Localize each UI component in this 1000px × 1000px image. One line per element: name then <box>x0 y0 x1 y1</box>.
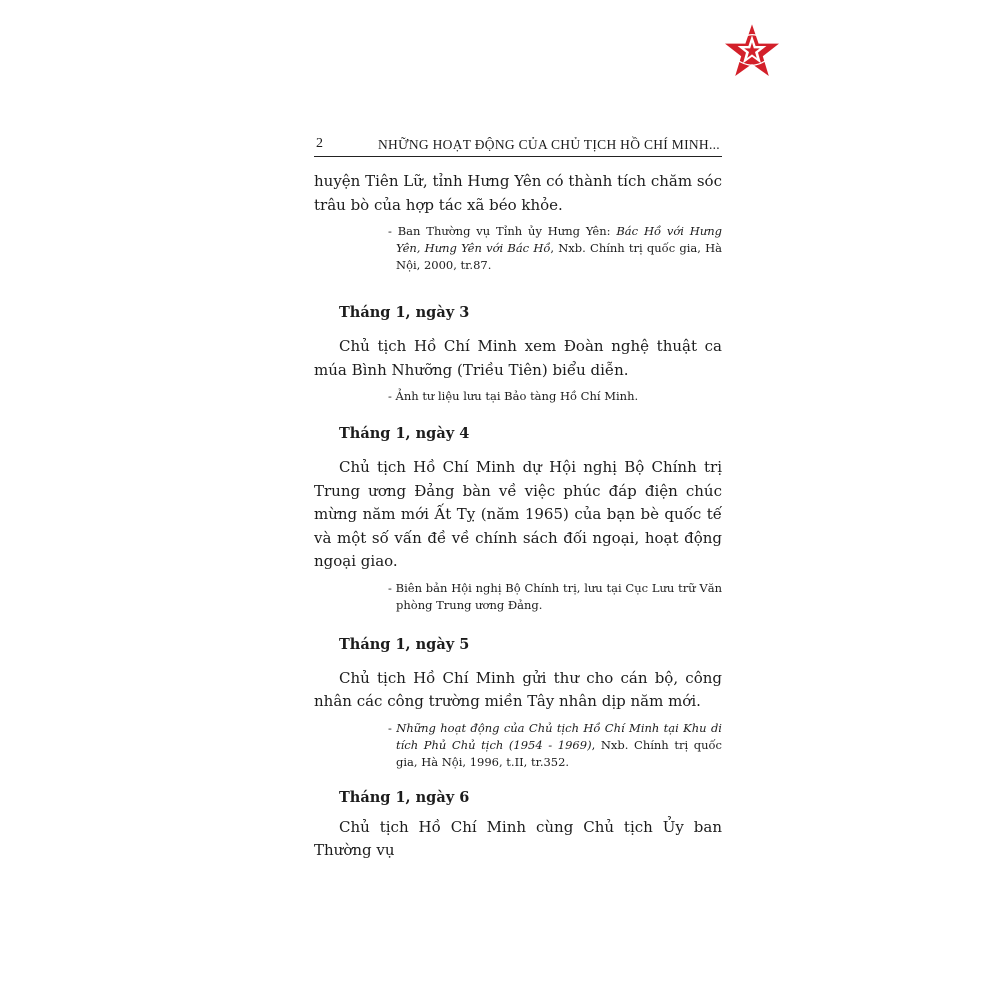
date-heading-day6: Tháng 1, ngày 6 <box>339 788 470 806</box>
entry-day6: Chủ tịch Hồ Chí Minh cùng Chủ tịch Ủy ban Thường vụ <box>314 817 722 859</box>
running-header <box>314 134 722 157</box>
intro-source: - Ban Thường vụ Tỉnh ủy Hưng Yên: Bác Hồ với Hưng Yên, Hưng Yên với Bác Hồ, Nxb. Chính trị quốc gia, Hà Nội, 2000, tr.87. <box>388 224 722 272</box>
entry-day5: Chủ tịch Hồ Chí Minh gửi thư cho cán bộ, công nhân các công trường miền Tây nhân dịp năm mới. <box>314 668 722 710</box>
source-day4: - Biên bản Hội nghị Bộ Chính trị, lưu tại Cục Lưu trữ Văn phòng Trung ương Đảng. <box>388 580 722 612</box>
date-heading-day4: Tháng 1, ngày 4 <box>339 425 470 442</box>
source-day5: - Những hoạt động của Chủ tịch Hồ Chí Minh tại Khu di tích Phủ Chủ tịch (1954 - 1969), Nxb. Chính trị quốc gia, Hà Nội, 1996, t.II, tr.352. <box>388 720 722 769</box>
date-heading-day3: Tháng 1, ngày 3 <box>339 304 470 321</box>
source-day3: - Ảnh tư liệu lưu tại Bảo tàng Hồ Chí Minh. <box>388 389 639 403</box>
running-title: NHỮNG HOẠT ĐỘNG CỦA CHỦ TỊCH HỒ CHÍ MINH... <box>377 137 720 152</box>
page-content <box>314 170 722 863</box>
entry-day3: Chủ tịch Hồ Chí Minh xem Đoàn nghệ thuật ca múa Bình Nhưỡng (Triều Tiên) biểu diễn. <box>314 337 722 379</box>
publisher-star-logo-icon <box>722 22 782 82</box>
page-number: 2 <box>316 136 323 151</box>
entry-day4: Chủ tịch Hồ Chí Minh dự Hội nghị Bộ Chính trị Trung ương Đảng bàn về việc phúc đáp điện chúc mừng năm mới Ất Tỵ (năm 1965) của bạn bè quốc tế và một số vấn đề về chính sách đối ngoại, hoạt động ngoại giao. <box>314 458 722 570</box>
intro-paragraph: huyện Tiên Lữ, tỉnh Hưng Yên có thành tích chăm sóc trâu bò của hợp tác xã béo khỏe. <box>314 172 722 214</box>
date-heading-day5: Tháng 1, ngày 5 <box>339 635 470 653</box>
